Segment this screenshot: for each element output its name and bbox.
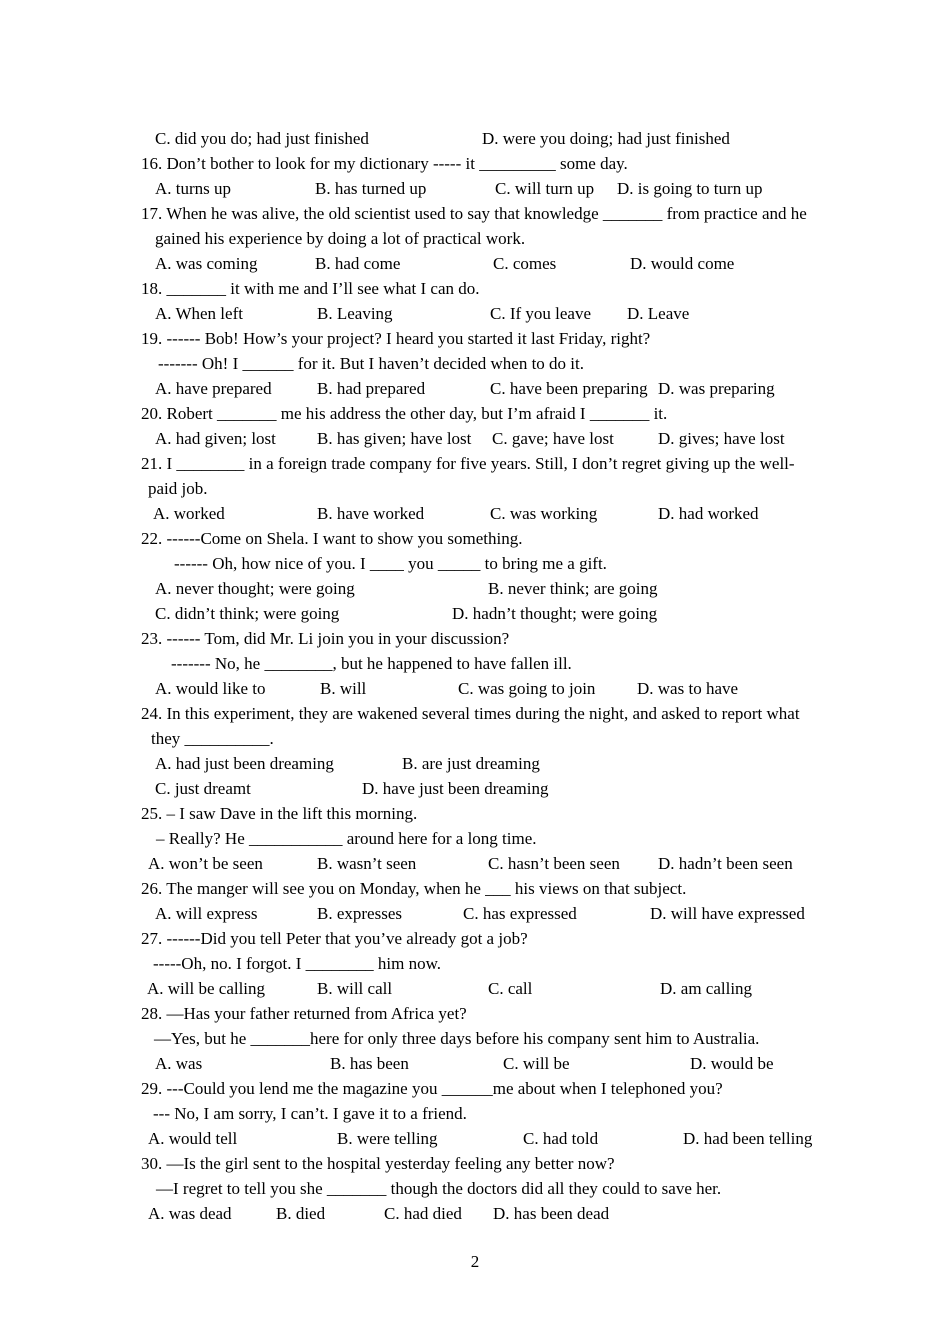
text-segment: C. will be bbox=[503, 1054, 570, 1073]
text-segment: B. has turned up bbox=[315, 179, 427, 198]
text-segment: B. died bbox=[276, 1204, 326, 1223]
text-segment: D. would come bbox=[630, 254, 735, 273]
text-line bbox=[0, 901, 950, 926]
text-segment: C. comes bbox=[493, 254, 557, 273]
text-line bbox=[0, 376, 950, 401]
text-line bbox=[0, 651, 950, 676]
text-segment: A. won’t be seen bbox=[148, 854, 263, 873]
text-segment: C. did you do; had just finished bbox=[155, 129, 369, 148]
text-segment: A. never thought; were going bbox=[155, 579, 355, 598]
text-line bbox=[0, 726, 950, 751]
text-line bbox=[0, 701, 950, 726]
text-line bbox=[0, 526, 950, 551]
text-segment: 18. _______ it with me and I’ll see what I can do. bbox=[141, 279, 480, 298]
text-segment: 19. ------ Bob! How’s your project? I heard you started it last Friday, right? bbox=[141, 329, 651, 348]
text-segment: ------- No, he ________, but he happened to have fallen ill. bbox=[171, 654, 572, 673]
text-line bbox=[0, 601, 950, 626]
text-segment: B. expresses bbox=[317, 904, 402, 923]
text-line bbox=[0, 826, 950, 851]
text-segment: A. will be calling bbox=[147, 979, 266, 998]
text-line bbox=[0, 801, 950, 826]
text-segment: C. was going to join bbox=[458, 679, 596, 698]
text-segment: A. have prepared bbox=[155, 379, 272, 398]
text-line bbox=[0, 1126, 950, 1151]
text-segment: 24. In this experiment, they are wakened several times during the night, and asked to report what bbox=[141, 704, 800, 723]
text-segment: D. will have expressed bbox=[650, 904, 805, 923]
text-segment: B. were telling bbox=[337, 1129, 438, 1148]
text-segment: C. call bbox=[488, 979, 533, 998]
text-line bbox=[0, 676, 950, 701]
text-segment: B. are just dreaming bbox=[402, 754, 540, 773]
text-segment: --- No, I am sorry, I can’t. I gave it to a friend. bbox=[153, 1104, 467, 1123]
text-line bbox=[0, 276, 950, 301]
text-segment: C. had died bbox=[384, 1204, 462, 1223]
text-line bbox=[0, 876, 950, 901]
text-segment: C. didn’t think; were going bbox=[155, 604, 340, 623]
text-segment: A. will express bbox=[155, 904, 258, 923]
text-line bbox=[0, 501, 950, 526]
text-segment: D. have just been dreaming bbox=[362, 779, 549, 798]
text-segment: gained his experience by doing a lot of practical work. bbox=[155, 229, 526, 248]
text-line bbox=[0, 426, 950, 451]
text-segment: A. When left bbox=[155, 304, 243, 323]
text-segment: B. had prepared bbox=[317, 379, 426, 398]
text-line bbox=[0, 451, 950, 476]
text-segment: D. is going to turn up bbox=[617, 179, 763, 198]
text-segment: A. was coming bbox=[155, 254, 258, 273]
text-segment: A. was bbox=[155, 1054, 203, 1073]
text-segment: B. never think; are going bbox=[488, 579, 658, 598]
text-line bbox=[0, 751, 950, 776]
text-line bbox=[0, 476, 950, 501]
text-segment: 20. Robert _______ me his address the other day, but I’m afraid I _______ it. bbox=[141, 404, 668, 423]
text-segment: B. will call bbox=[317, 979, 393, 998]
text-segment: A. would tell bbox=[148, 1129, 238, 1148]
text-segment: D. was to have bbox=[637, 679, 739, 698]
text-segment: D. were you doing; had just finished bbox=[482, 129, 730, 148]
text-segment: A. turns up bbox=[155, 179, 232, 198]
text-segment: 22. ------Come on Shela. I want to show you something. bbox=[141, 529, 523, 548]
text-line bbox=[0, 201, 950, 226]
text-segment: 21. I ________ in a foreign trade company for five years. Still, I don’t regret giving up the well- bbox=[141, 454, 795, 473]
text-segment: 28. —Has your father returned from Africa yet? bbox=[141, 1004, 467, 1023]
text-line bbox=[0, 1051, 950, 1076]
text-line bbox=[0, 951, 950, 976]
text-segment: —Yes, but he _______here for only three days before his company sent him to Australia. bbox=[154, 1029, 760, 1048]
text-segment: 30. —Is the girl sent to the hospital yesterday feeling any better now? bbox=[141, 1154, 615, 1173]
text-line bbox=[0, 401, 950, 426]
text-segment: 23. ------ Tom, did Mr. Li join you in your discussion? bbox=[141, 629, 510, 648]
text-segment: 26. The manger will see you on Monday, when he ___ his views on that subject. bbox=[141, 879, 687, 898]
text-segment: C. will turn up bbox=[495, 179, 595, 198]
text-segment: D. was preparing bbox=[658, 379, 775, 398]
text-segment: A. was dead bbox=[148, 1204, 232, 1223]
text-line bbox=[0, 926, 950, 951]
text-line bbox=[0, 301, 950, 326]
text-segment: – Really? He ___________ around here for a long time. bbox=[156, 829, 537, 848]
text-segment: 29. ---Could you lend me the magazine you ______me about when I telephoned you? bbox=[141, 1079, 723, 1098]
text-line bbox=[0, 176, 950, 201]
text-segment: A. worked bbox=[153, 504, 225, 523]
text-segment: C. have been preparing bbox=[490, 379, 648, 398]
text-segment: D. has been dead bbox=[493, 1204, 610, 1223]
text-segment: A. would like to bbox=[155, 679, 266, 698]
text-line bbox=[0, 1201, 950, 1226]
text-line bbox=[0, 1026, 950, 1051]
text-segment: ------ Oh, how nice of you. I ____ you _____ to bring me a gift. bbox=[174, 554, 607, 573]
text-segment: D. would be bbox=[690, 1054, 774, 1073]
text-line bbox=[0, 351, 950, 376]
text-segment: B. has given; have lost bbox=[317, 429, 472, 448]
text-line bbox=[0, 226, 950, 251]
text-line bbox=[0, 1151, 950, 1176]
text-line bbox=[0, 1076, 950, 1101]
text-line bbox=[0, 1101, 950, 1126]
text-line bbox=[0, 576, 950, 601]
text-segment: —I regret to tell you she _______ though the doctors did all they could to save her. bbox=[156, 1179, 722, 1198]
text-line bbox=[0, 326, 950, 351]
text-line bbox=[0, 976, 950, 1001]
text-segment: B. will bbox=[320, 679, 367, 698]
text-segment: A. had given; lost bbox=[155, 429, 276, 448]
text-segment: 25. – I saw Dave in the lift this morning. bbox=[141, 804, 418, 823]
text-segment: D. had worked bbox=[658, 504, 759, 523]
text-line bbox=[0, 1176, 950, 1201]
text-line bbox=[0, 251, 950, 276]
text-segment: C. just dreamt bbox=[155, 779, 251, 798]
text-segment: they __________. bbox=[151, 729, 274, 748]
text-segment: D. hadn’t thought; were going bbox=[452, 604, 658, 623]
text-segment: B. has been bbox=[330, 1054, 409, 1073]
text-line bbox=[0, 1001, 950, 1026]
text-segment: paid job. bbox=[148, 479, 208, 498]
text-segment: A. had just been dreaming bbox=[155, 754, 334, 773]
text-segment: D. hadn’t been seen bbox=[658, 854, 793, 873]
text-line bbox=[0, 551, 950, 576]
text-segment: D. had been telling bbox=[683, 1129, 813, 1148]
text-line bbox=[0, 126, 950, 151]
text-segment: C. had told bbox=[523, 1129, 599, 1148]
text-segment: B. had come bbox=[315, 254, 401, 273]
page-number: 2 bbox=[470, 1252, 480, 1271]
text-segment: B. Leaving bbox=[317, 304, 393, 323]
text-segment: C. If you leave bbox=[490, 304, 592, 323]
text-segment: -----Oh, no. I forgot. I ________ him now. bbox=[153, 954, 442, 973]
text-segment: D. Leave bbox=[627, 304, 690, 323]
text-line bbox=[0, 851, 950, 876]
text-segment: D. am calling bbox=[660, 979, 753, 998]
text-line bbox=[0, 626, 950, 651]
text-segment: B. have worked bbox=[317, 504, 425, 523]
text-segment: B. wasn’t seen bbox=[317, 854, 417, 873]
text-line bbox=[0, 151, 950, 176]
text-segment: C. has expressed bbox=[463, 904, 577, 923]
text-segment: ------- Oh! I ______ for it. But I haven’t decided when to do it. bbox=[158, 354, 584, 373]
text-segment: C. gave; have lost bbox=[492, 429, 614, 448]
text-line bbox=[0, 776, 950, 801]
text-segment: C. hasn’t been seen bbox=[488, 854, 620, 873]
text-segment: 16. Don’t bother to look for my dictionary ----- it _________ some day. bbox=[141, 154, 628, 173]
text-segment: D. gives; have lost bbox=[658, 429, 785, 448]
text-segment: C. was working bbox=[490, 504, 598, 523]
text-segment: 27. ------Did you tell Peter that you’ve already got a job? bbox=[141, 929, 528, 948]
text-segment: 17. When he was alive, the old scientist used to say that knowledge _______ from practice and he bbox=[141, 204, 807, 223]
